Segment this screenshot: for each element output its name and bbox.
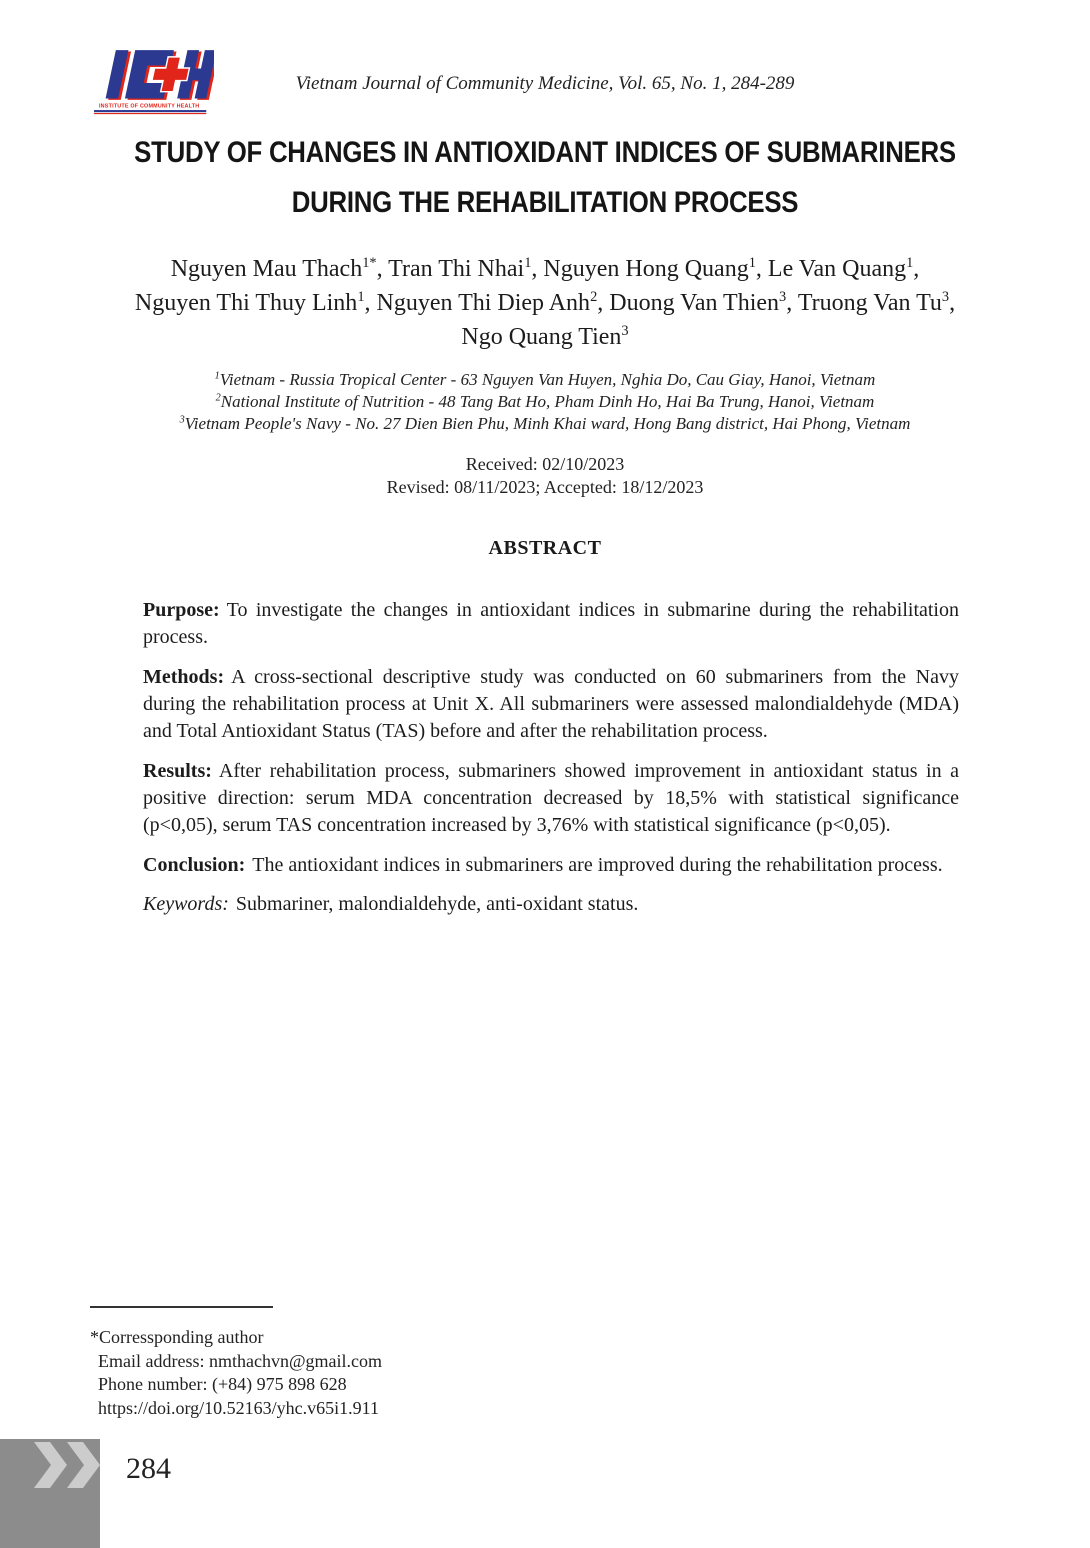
affiliation-text: Vietnam - Russia Tropical Center - 63 Nguyen Van Huyen, Nghia Do, Cau Giay, Hanoi, Vietnam [219, 370, 876, 389]
abstract-paragraph [143, 664, 959, 745]
abstract-paragraph-text: To investigate the changes in antioxidant indices in submarine during the rehabilitation process. [143, 599, 959, 648]
title-line-2: DURING THE REHABILITATION PROCESS [291, 186, 799, 219]
received-line: Received: 02/10/2023 [465, 454, 625, 474]
double-chevron-right-icon [34, 1441, 100, 1489]
author-line [0, 252, 1090, 286]
author-name: Nguyen Thi Diep Anh [376, 290, 591, 316]
footer-corner-box [0, 1439, 100, 1548]
title-line-1: STUDY OF CHANGES IN ANTIOXIDANT INDICES OF SUBMARINERS [134, 136, 956, 169]
author-separator: , [597, 290, 610, 316]
author-name: Nguyen Thi Thuy Linh [134, 290, 358, 316]
journal-header-line: Vietnam Journal of Community Medicine, Vol. 65, No. 1, 284-289 [295, 73, 795, 94]
dates-block [0, 453, 1090, 499]
author-separator: , [786, 290, 798, 316]
abstract-paragraph-label: Purpose: [143, 599, 220, 621]
abstract-paragraph-text: A cross-sectional descriptive study was conducted on 60 submariners from the Navy during the rehabilitation process at Unit X. All submariners were assessed malondialdehyde (MDA) and Total Antioxidant Status (TAS) before and after the rehabilitation process. [143, 666, 959, 742]
abstract-paragraph-label: Conclusion: [143, 854, 246, 876]
author-separator: , [364, 290, 377, 316]
author-name: Le Van Quang [767, 256, 907, 282]
affiliation-superscript: 2 [215, 392, 221, 404]
footnote-line: *Corressponding author [90, 1327, 264, 1347]
footnote-line: Phone number: (+84) 975 898 628 [98, 1374, 347, 1394]
abstract-paragraph-text: After rehabilitation process, submariners showed improvement in antioxidant status in a positive direction: serum MDA concentration decreased by 18,5% with statistical significance (p<0,05), serum TAS concentration increased by 3,76% with statistical significance (p<0,05). [143, 760, 959, 836]
author-name: Tran Thi Nhai [388, 256, 525, 282]
affiliation-superscript: 1 [214, 370, 220, 382]
author-separator: , [531, 256, 544, 282]
author-name: Duong Van Thien [609, 290, 780, 316]
affiliations-block [0, 369, 1090, 435]
author-line [0, 320, 1090, 354]
author-affiliation-superscript: 2 [590, 289, 598, 305]
page-number: 284 [126, 1452, 171, 1485]
affiliation-text: Vietnam People's Navy - No. 27 Dien Bien Phu, Minh Khai ward, Hong Bang district, Hai Phong, Vietnam [184, 414, 911, 433]
author-separator: , [376, 256, 389, 282]
abstract-paragraph-text: The antioxidant indices in submariners are improved during the rehabilitation process. [252, 854, 943, 876]
affiliation-text: National Institute of Nutrition - 48 Tang Bat Ho, Pham Dinh Ho, Hai Ba Trung, Hanoi, Vietnam [220, 392, 875, 411]
affiliation-line [0, 391, 1090, 413]
author-name: Nguyen Hong Quang [543, 256, 749, 282]
abstract-heading: ABSTRACT [488, 537, 602, 559]
revised-accepted-line: Revised: 08/11/2023; Accepted: 18/12/2023 [386, 477, 704, 497]
logo-caption: INSTITUTE OF COMMUNITY HEALTH [98, 103, 200, 110]
author-affiliation-superscript: 3 [779, 289, 787, 305]
affiliation-line [0, 413, 1090, 435]
author-name: Truong Van Tu [797, 290, 942, 316]
author-line [0, 286, 1090, 320]
author-name: Ngo Quang Tien [461, 324, 622, 350]
author-affiliation-superscript: 3 [621, 323, 629, 339]
author-separator: , [755, 256, 768, 282]
author-affiliation-superscript: 1 [748, 255, 756, 271]
author-name: Nguyen Mau Thach [170, 256, 363, 282]
author-affiliation-superscript: 3 [941, 289, 950, 305]
abstract-paragraph [143, 758, 959, 839]
keywords-line [143, 893, 959, 916]
keywords-text: Submariner, malondialdehyde, anti-oxidant status. [235, 893, 639, 915]
abstract-paragraph-label: Methods: [143, 666, 225, 688]
footnote-line: https://doi.org/10.52163/yhc.v65i1.911 [98, 1397, 380, 1418]
keywords-label: Keywords: [143, 893, 229, 915]
footnote-block [90, 1326, 510, 1420]
author-affiliation-superscript: 1* [362, 255, 377, 271]
page-title [0, 128, 1090, 228]
abstract-paragraph [143, 852, 959, 879]
author-separator: , [913, 256, 920, 282]
abstract-paragraph [143, 597, 959, 651]
abstract-body [143, 597, 959, 892]
affiliation-superscript: 3 [179, 414, 185, 426]
authors-block [0, 252, 1090, 354]
author-affiliation-superscript: 1 [906, 255, 914, 271]
author-affiliation-superscript: 1 [524, 255, 532, 271]
footnote-rule [90, 1306, 273, 1308]
author-separator: , [949, 290, 956, 316]
footnote-line: Email address: nmthachvn@gmail.com [98, 1350, 383, 1371]
abstract-paragraph-label: Results: [143, 760, 212, 782]
affiliation-line [0, 369, 1090, 391]
author-affiliation-superscript: 1 [357, 289, 365, 305]
